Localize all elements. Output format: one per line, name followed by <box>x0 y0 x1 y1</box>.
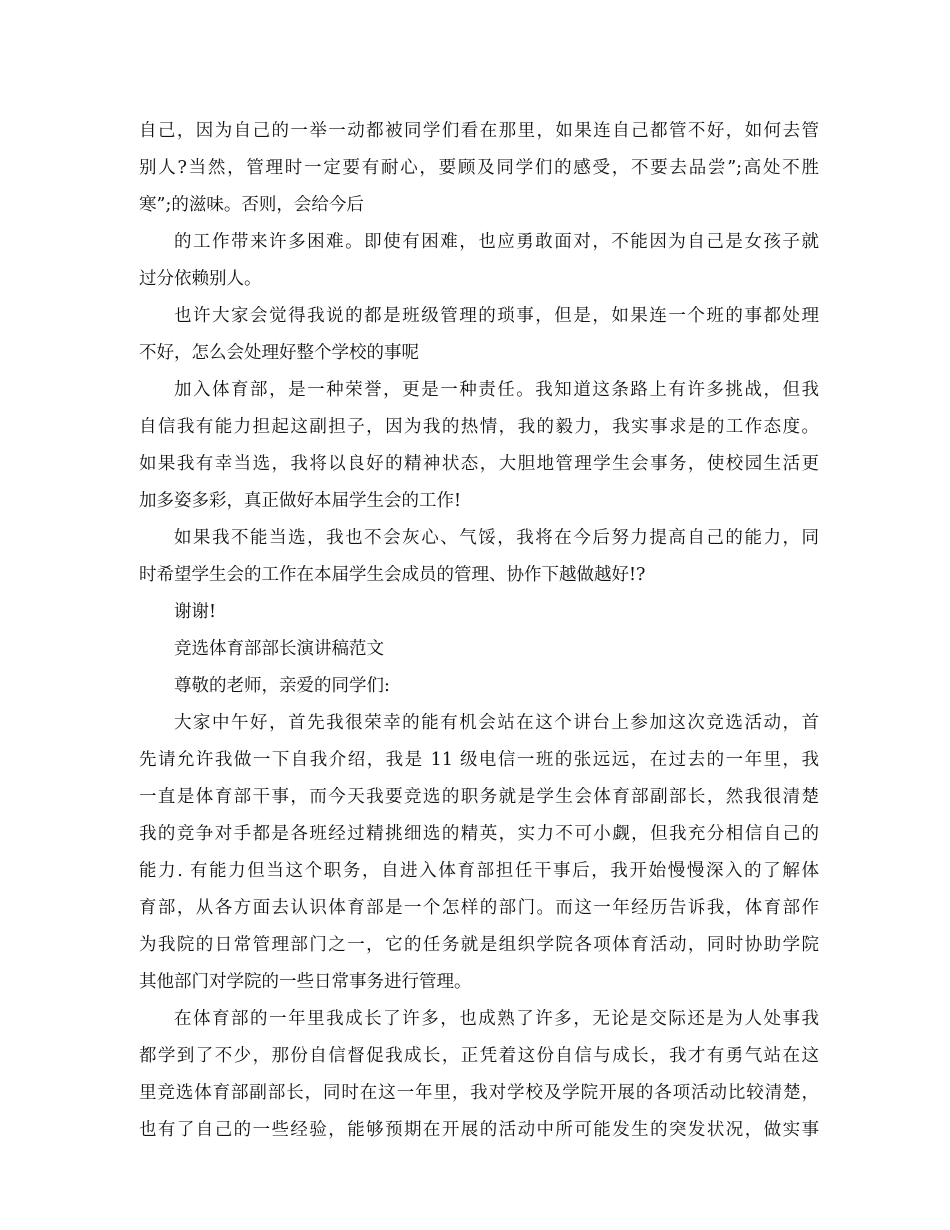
text-line: 如果我不能当选，我也不会灰心、气馁，我将在今后努力提高自己的能力，同 <box>174 528 819 548</box>
text-line: 育部，从各方面去认识体育部是一个怎样的部门。而这一年经历告诉我，体育部作 <box>139 898 819 918</box>
text-line: 也许大家会觉得我说的都是班级管理的琐事，但是，如果连一个班的事都处理 <box>174 306 819 326</box>
text-line: 在体育部的一年里我成长了许多，也成熟了许多，无论是交际还是为人处事我 <box>174 1009 819 1029</box>
text-line: 寒”;的滋味。否则，会给今后 <box>139 195 364 215</box>
text-line: 谢谢! <box>174 602 217 622</box>
text-line: 一直是体育部干事，而今天我要竞选的职务就是学生会体育部副部长，然我很清楚 <box>139 787 819 807</box>
text-line: 加多姿多彩，真正做好本届学生会的工作! <box>139 491 462 511</box>
text-line: 大家中午好，首先我很荣幸的能有机会站在这个讲台上参加这次竞选活动，首 <box>174 713 819 733</box>
text-line: 都学到了不少，那份自信督促我成长，正凭着这份自信与成长，我才有勇气站在这 <box>139 1046 819 1066</box>
salutation: 尊敬的老师，亲爱的同学们: <box>174 676 390 696</box>
text-line: 能力. 有能力但当这个职务，自进入体育部担任干事后，我开始慢慢深入的了解体 <box>139 861 819 881</box>
section-title: 竞选体育部部长演讲稿范文 <box>174 639 384 659</box>
text-line: 如果我有幸当选，我将以良好的精神状态，大胆地管理学生会事务，使校园生活更 <box>139 454 819 474</box>
text-line: 先请允许我做一下自我介绍，我是 11 级电信一班的张远远，在过去的一年里，我 <box>139 750 819 770</box>
text-line: 的工作带来许多困难。即使有困难，也应勇敢面对，不能因为自己是女孩子就 <box>174 232 819 252</box>
text-line: 为我院的日常管理部门之一，它的任务就是组织学院各项体育活动，同时协助学院 <box>139 935 819 955</box>
text-line: 里竞选体育部副部长，同时在这一年里，我对学校及学院开展的各项活动比较清楚， <box>139 1083 819 1103</box>
text-line: 加入体育部，是一种荣誉，更是一种责任。我知道这条路上有许多挑战，但我 <box>174 380 819 400</box>
text-line: 其他部门对学院的一些日常事务进行管理。 <box>139 972 472 992</box>
text-line: 自信我有能力担起这副担子，因为我的热情，我的毅力，我实事求是的工作态度。 <box>139 417 819 437</box>
text-line: 别人?当然，管理时一定要有耐心，要顾及同学们的感受，不要去品尝”;高处不胜 <box>139 158 819 178</box>
text-line: 不好，怎么会处理好整个学校的事呢 <box>139 343 419 363</box>
text-line: 我的竞争对手都是各班经过精挑细选的精英，实力不可小觑，但我充分相信自己的 <box>139 824 819 844</box>
text-line: 也有了自己的一些经验，能够预期在开展的活动中所可能发生的突发状况，做实事 <box>139 1120 819 1140</box>
text-line: 过分依赖别人。 <box>139 269 262 289</box>
text-line: 时希望学生会的工作在本届学生会成员的管理、协作下越做越好!? <box>139 565 646 585</box>
body-text <box>139 113 819 1149</box>
text-line: 自己，因为自己的一举一动都被同学们看在那里，如果连自己都管不好，如何去管 <box>139 121 819 141</box>
